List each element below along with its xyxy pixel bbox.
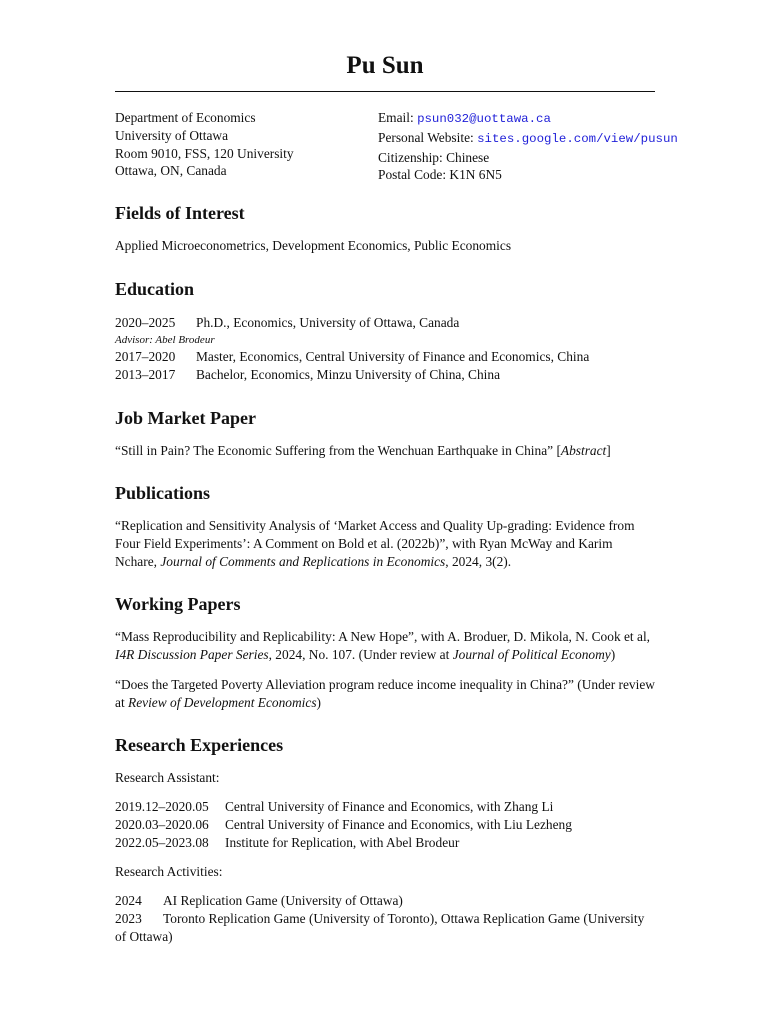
- jmp-text: [115, 442, 655, 460]
- citizenship: Citizenship: Chinese: [378, 149, 490, 165]
- email-line: [378, 109, 698, 129]
- education-degree: Bachelor, Economics, Minzu University of China, China: [196, 366, 501, 382]
- activity-item: [115, 892, 655, 910]
- publication-details: , 2024, 3(2).: [445, 553, 512, 569]
- education-item: [115, 366, 655, 384]
- ra-date: 2022.05–2023.08: [115, 834, 209, 850]
- education-degree: Master, Economics, Central University of Finance and Economics, China: [196, 348, 590, 364]
- education-item: [115, 314, 655, 332]
- ra-item: [115, 834, 655, 852]
- address-line: Room 9010, FSS, 120 University: [115, 145, 294, 161]
- email-link[interactable]: psun032@uottawa.ca: [417, 112, 551, 126]
- website-label: Personal Website:: [378, 129, 478, 145]
- ra-text: Central University of Finance and Economics, with Zhang Li: [225, 799, 554, 814]
- research-heading: Research Experiences: [115, 735, 284, 755]
- education-date: 2020–2025: [115, 315, 176, 330]
- wp-journal: Review of Development Economics: [128, 694, 317, 710]
- wp-title: “Does the Targeted Poverty Alleviation program reduce income inequality in China?” (Under review at: [115, 677, 655, 710]
- activities-label: Research Activities:: [115, 864, 223, 879]
- activity-text: AI Replication Game (University of Ottawa): [163, 893, 403, 908]
- address-line: University of Ottawa: [115, 127, 229, 143]
- wp-details: , 2024, No. 107. (Under review at: [268, 646, 453, 662]
- abstract-link[interactable]: Abstract: [560, 443, 607, 458]
- publications-heading: Publications: [115, 483, 211, 503]
- postal-code: Postal Code: K1N 6N5: [378, 167, 502, 183]
- wp-close: ): [316, 694, 321, 710]
- working-paper-item: [115, 676, 655, 712]
- ra-item: [115, 816, 655, 834]
- publication-item: [115, 517, 655, 570]
- address-line: Department of Economics: [115, 110, 256, 125]
- education-date: 2013–2017: [115, 366, 176, 382]
- contact-block: [378, 109, 698, 184]
- publication-journal: Journal of Comments and Replications in Economics: [160, 553, 446, 569]
- wp-close: ): [610, 646, 616, 662]
- address-block: [115, 109, 375, 180]
- ra-text: Institute for Replication, with Abel Brodeur: [225, 834, 460, 850]
- working-paper-item: [115, 628, 655, 664]
- wp-title: “Mass Reproducibility and Replicability: A New Hope”, with A. Broduer, D. Mikola, N. Cook et al,: [115, 629, 651, 644]
- advisor: Advisor: Abel Brodeur: [115, 333, 215, 346]
- publication-title: “Replication and Sensitivity Analysis of ‘Market Access and Quality Up-grading: Evidence from Four Field Experiments’: A Comment on Bold et al. (2022b)”, with Ryan McWay and Karim Nchare,: [115, 518, 635, 569]
- fields-heading: Fields of Interest: [115, 203, 245, 223]
- education-heading: Education: [115, 279, 195, 299]
- address-line: Ottawa, ON, Canada: [115, 163, 227, 179]
- wp-series: I4R Discussion Paper Series: [115, 646, 269, 662]
- ra-label: Research Assistant:: [115, 770, 220, 785]
- website-link[interactable]: sites.google.com/view/pusun: [477, 131, 678, 146]
- jmp-title: “Still in Pain? The Economic Suffering from the Wenchuan Earthquake in China” [: [115, 443, 561, 458]
- ra-date: 2019.12–2020.05: [115, 799, 209, 814]
- fields-text: Applied Microeconometrics, Development Economics, Public Economics: [115, 238, 512, 253]
- jmp-heading: Job Market Paper: [115, 408, 256, 428]
- ra-text: Central University of Finance and Economics, with Liu Lezheng: [225, 816, 572, 832]
- activity-item: [115, 910, 655, 946]
- jmp-bracket: ]: [606, 443, 611, 458]
- education-date: 2017–2020: [115, 348, 176, 364]
- education-degree: Ph.D., Economics, University of Ottawa, Canada: [196, 315, 460, 330]
- ra-list: [115, 798, 655, 851]
- title-rule: [115, 91, 655, 92]
- education-item: [115, 348, 655, 366]
- activity-year: 2023: [115, 911, 142, 926]
- activity-text: Toronto Replication Game (University of Toronto), Ottawa Replication Game (University of Ottawa): [115, 911, 645, 944]
- ra-item: [115, 798, 655, 816]
- wp-journal: Journal of Political Economy: [452, 646, 611, 662]
- ra-date: 2020.03–2020.06: [115, 816, 209, 832]
- education-list: [115, 314, 655, 383]
- activity-year: 2024: [115, 893, 142, 908]
- page-title: Pu Sun: [346, 52, 424, 79]
- working-papers-heading: Working Papers: [115, 594, 241, 614]
- website-line: [378, 129, 698, 149]
- email-label: Email:: [378, 110, 418, 125]
